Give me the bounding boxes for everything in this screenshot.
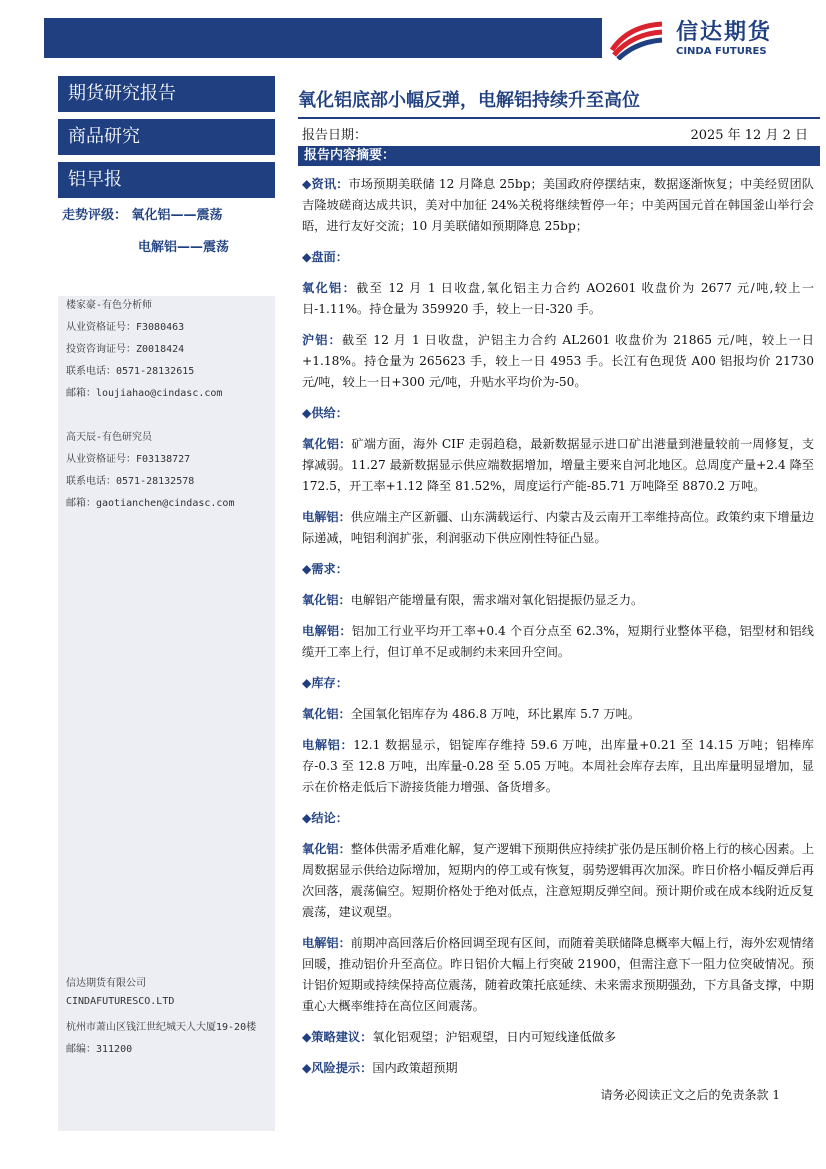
left-sidebar [58, 76, 275, 1116]
analyst1-email[interactable]: 邮箱：loujiahao@cindasc.com [66, 388, 223, 399]
report-content [302, 174, 814, 1089]
strategy-heading: ◆策略建议： [302, 1030, 373, 1044]
news-text: 市场预期美联储 12 月降息 25bp；美国政府停摆结束，数据逐渐恢复；中美经贸团队吉隆坡磋商达成共识，美对中加征 24%关税将继续暂停一年；中美两国元首在韩国釜山举行会晤，进行友好交流；10 月美联储如预期降息 25bp； [302, 177, 814, 233]
risk-text: 国内政策超预期 [372, 1061, 458, 1075]
market-al2o3-paragraph [302, 278, 814, 320]
supply-al2o3-paragraph [302, 434, 814, 497]
demand-al-key: 电解铝： [302, 624, 352, 638]
conclusion-al2o3-key: 氧化铝： [302, 842, 351, 856]
demand-al2o3-key: 氧化铝： [302, 593, 351, 607]
analyst1-advisory: 投资咨询证号：Z0018424 [66, 344, 185, 355]
risk-paragraph [302, 1058, 814, 1079]
logo-text-cn: 信达期货 [676, 20, 773, 45]
demand-al2o3-text: 电解铝产能增量有限，需求端对氧化铝提振仍显乏力。 [350, 593, 644, 607]
company-site[interactable]: CINDAFUTURESCO.LTD [66, 996, 175, 1007]
demand-al-paragraph [302, 621, 814, 663]
analyst2-name: 高天辰-有色研究员 [66, 432, 153, 443]
market-al-key: 沪铝： [302, 333, 342, 347]
analyst2-phone: 联系电话：0571-28132578 [66, 476, 195, 487]
supply-al-paragraph [302, 507, 814, 549]
report-name-box: 铝早报 [58, 162, 275, 198]
page-title: 氧化铝底部小幅反弹，电解铝持续升至高位 [298, 90, 640, 111]
supply-al-key: 电解铝： [302, 510, 351, 524]
analyst-panel [58, 296, 275, 1131]
news-heading: ◆资讯： [302, 177, 349, 191]
report-type-box: 期货研究报告 [58, 76, 275, 112]
stock-al-key: 电解铝： [302, 738, 354, 752]
stock-al2o3-text: 全国氧化铝库存为 486.8 万吨，环比累库 5.7 万吨。 [350, 707, 640, 721]
conclusion-al-text: 前期冲高回落后价格回调至现有区间，而随着美联储降息概率大幅上行，海外宏观情绪回暖，推动铝价升至高位。昨日铝价大幅上行突破 21900，但需注意下一阻力位突破情况。预计铝价短期或持续保持高位震荡，随着政策托底延续、未来需求预期强劲，下方具备支撑，中期重心大概率维持在高位区间震荡。 [302, 936, 815, 1013]
stock-heading-row [302, 673, 814, 694]
stock-heading: ◆库存： [302, 676, 348, 690]
risk-heading: ◆风险提示： [302, 1061, 373, 1075]
market-heading-row [302, 247, 814, 268]
conclusion-al2o3-paragraph [302, 839, 814, 923]
demand-heading-row [302, 559, 814, 580]
stock-al2o3-key: 氧化铝： [302, 707, 351, 721]
market-al-text: 截至 12 月 1 日收盘，沪铝主力合约 AL2601 收盘价为 21865 元/吨，较上一日+1.18%。持仓量为 265623 手，较上一日 4953 手。长江有色现货 A00 铝报均价 21730 元/吨，较上一日+300 元/吨，升贴水平均价为-50。 [302, 333, 814, 389]
supply-al-text: 供应端主产区新疆、山东满载运行、内蒙古及云南开工率维持高位。政策约束下增量边际递减，吨铝利润扩张，利润驱动下供应刚性特征凸显。 [302, 510, 815, 545]
company-postcode: 邮编：311200 [66, 1044, 133, 1055]
report-date-label: 报告日期： [302, 128, 368, 143]
analyst1-name: 楼家豪-有色分析师 [66, 300, 153, 311]
section-title: 报告内容摘要： [298, 146, 820, 166]
category-box: 商品研究 [58, 119, 275, 155]
trend-rating [58, 200, 275, 310]
analyst1-license: 从业资格证号：F3080463 [66, 322, 185, 333]
analyst2-email[interactable]: 邮箱：gaotianchen@cindasc.com [66, 498, 235, 509]
company-name: 信达期货有限公司 [66, 978, 146, 989]
conclusion-heading: ◆结论： [302, 811, 348, 825]
conclusion-al2o3-text: 整体供需矛盾难化解，复产逻辑下预期供应持续扩张仍是压制价格上行的核心因素。上周数据显示供给边际增加，短期内的停工或有恢复，弱势逻辑再次加深。昨日价格小幅反弹后再次回落，震荡偏空。短期价格处于绝对低点，注意短期反弹空间。预计期价或在成本线附近反复震荡，建议观望。 [302, 842, 815, 919]
news-paragraph [302, 174, 814, 237]
rating-line-1: 走势评级： 氧化铝——震荡 [62, 208, 223, 223]
analyst2-license: 从业资格证号：F03138727 [66, 454, 191, 465]
demand-al2o3-paragraph [302, 590, 814, 611]
supply-heading: ◆供给： [302, 406, 348, 420]
stock-al-paragraph [302, 735, 814, 798]
demand-al-text: 铝加工行业平均开工率+0.4 个百分点至 62.3%，短期行业整体平稳，铝型材和铝线缆开工率上行，但订单不足或制约未来回升空间。 [302, 624, 814, 659]
supply-al2o3-key: 氧化铝： [302, 437, 352, 451]
stock-al-text: 12.1 数据显示，铝锭库存维持 59.6 万吨，出库量+0.21 至 14.15 万吨；铝棒库存-0.3 至 12.8 万吨，出库量-0.28 至 5.05 万吨。本周社会库存去库，且出库量明显增加，显示在价格走低后下游接货能力增强、备货增多。 [302, 738, 814, 794]
analyst1-phone: 联系电话：0571-28132615 [66, 366, 195, 377]
market-al-paragraph [302, 330, 814, 393]
strategy-paragraph [302, 1027, 814, 1048]
strategy-text: 氧化铝观望；沪铝观望，日内可短线逢低做多 [372, 1030, 617, 1044]
rating-line-2: 电解铝——震荡 [138, 240, 230, 255]
conclusion-heading-row [302, 808, 814, 829]
market-al2o3-text: 截至 12 月 1 日收盘,氧化铝主力合约 AO2601 收盘价为 2677 元/吨,较上一日-1.11%。持仓量为 359920 手，较上一日-320 手。 [302, 281, 815, 316]
footer-disclaimer: 请务必阅读正文之后的免责条款 1 [600, 1088, 780, 1102]
market-heading: ◆盘面： [302, 250, 348, 264]
supply-heading-row [302, 403, 814, 424]
conclusion-al-key: 电解铝： [302, 936, 351, 950]
report-date: 2025 年 12 月 2 日 [690, 128, 808, 143]
stock-al2o3-paragraph [302, 704, 814, 725]
company-address: 杭州市萧山区钱江世纪城天人大厦19-20楼 [66, 1022, 257, 1033]
market-al2o3-key: 氧化铝： [302, 281, 357, 295]
supply-al2o3-text: 矿端方面，海外 CIF 走弱趋稳，最新数据显示进口矿出港量到港量较前一周修复，支撑减弱。11.27 最新数据显示供应端数据增加，增量主要来自河北地区。总周度产量+2.4 降至 172.5，开工率+1.12 降至 81.52%，周度运行产能-85.71 万吨降至 8870.2 万吨。 [302, 437, 815, 493]
demand-heading: ◆需求： [302, 562, 348, 576]
header-bar [44, 18, 602, 58]
logo-mark-icon [608, 20, 666, 60]
company-logo [606, 20, 816, 60]
conclusion-al-paragraph [302, 933, 814, 1017]
logo-text-en: CINDA FUTURES [676, 46, 767, 57]
title-divider [298, 117, 820, 119]
